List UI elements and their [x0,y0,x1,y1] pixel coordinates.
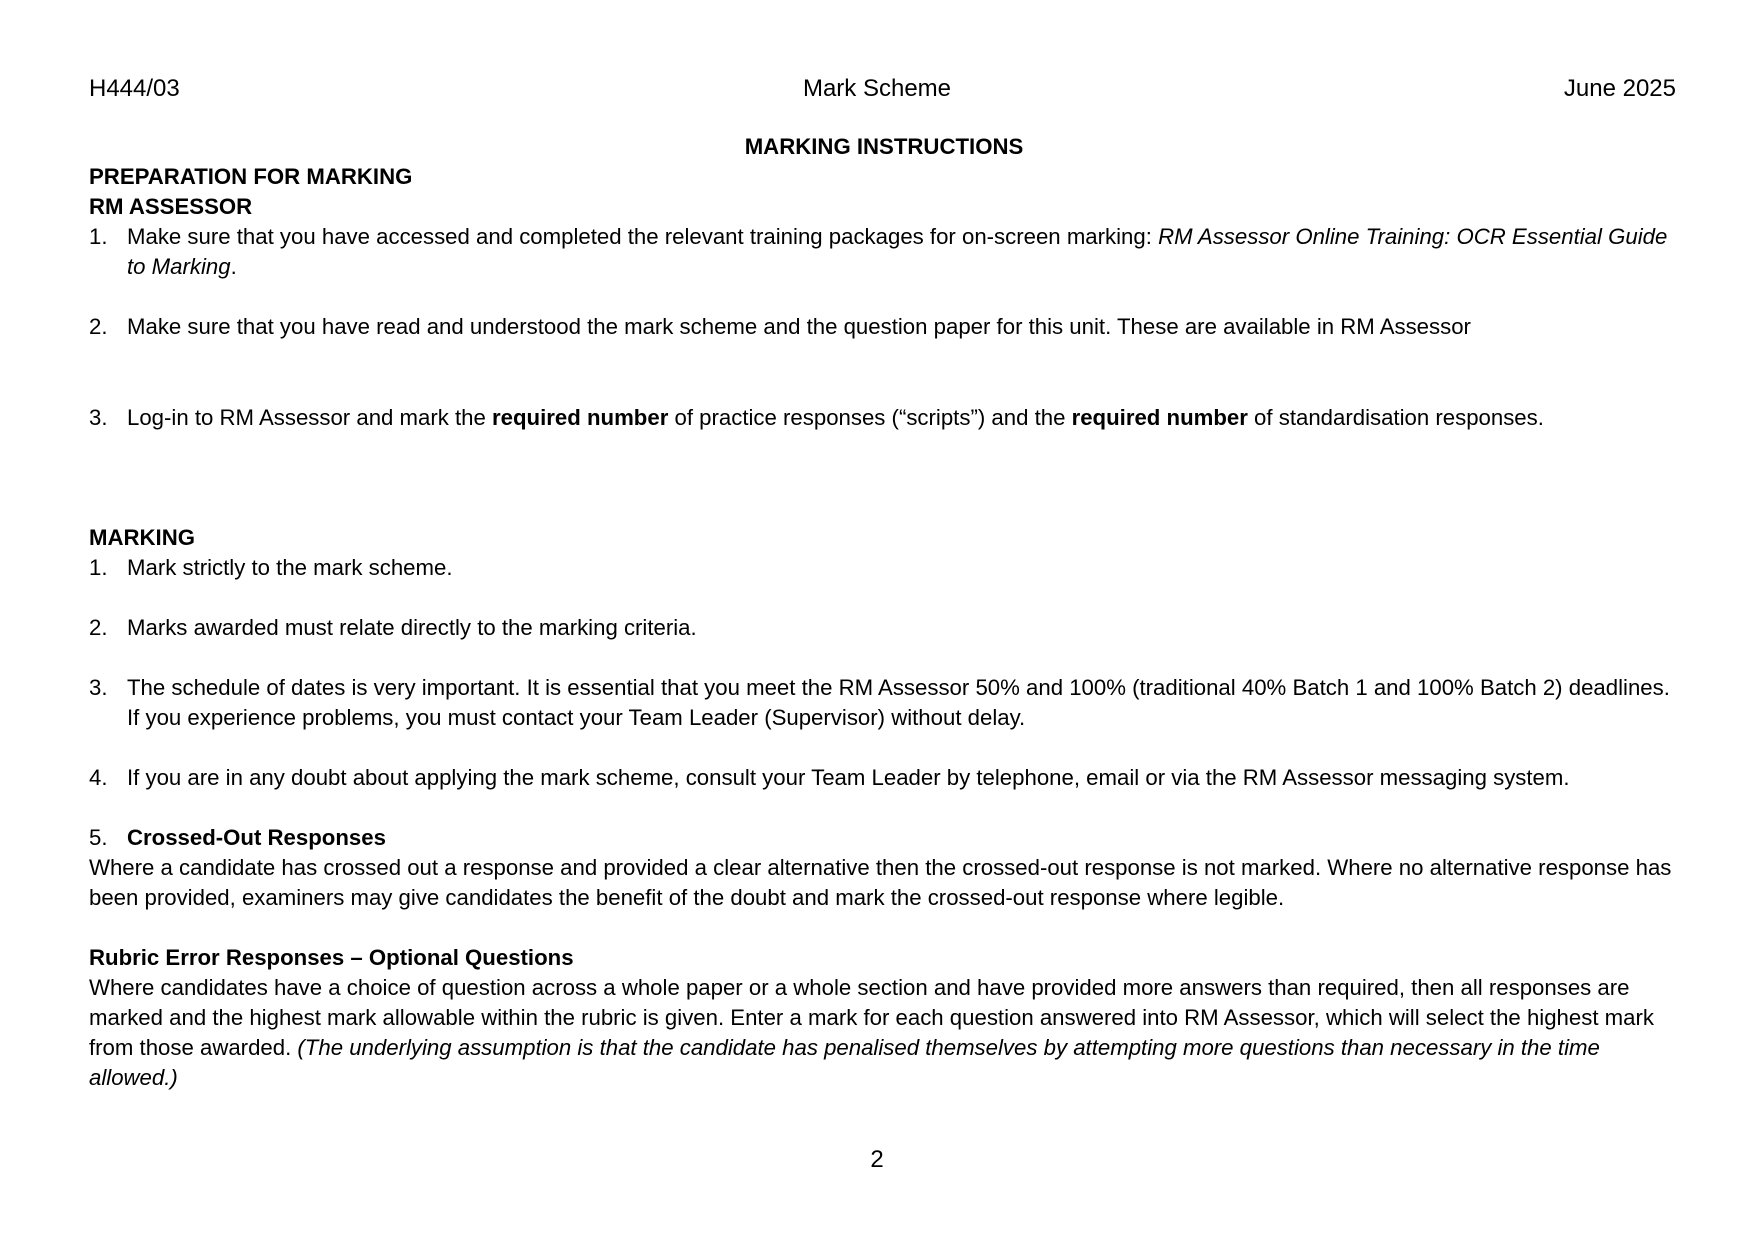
list-number: 5. [89,825,108,850]
page-number: 2 [870,1146,884,1173]
list-number: 1. [89,555,108,580]
header-title: Mark Scheme [802,75,952,102]
rubric-error-heading: Rubric Error Responses – Optional Questions [89,945,574,970]
header-paper-code: H444/03 [89,75,180,102]
required-number-bold: required number [492,405,669,430]
list-number: 3. [89,675,108,700]
prep-item-3-part: Log-in to RM Assessor and mark the [127,405,493,430]
marking-item-3 [89,673,1679,733]
marking-item-2-text: Marks awarded must relate directly to the marking criteria. [127,615,697,640]
marking-instructions-title: MARKING INSTRUCTIONS [744,134,1024,159]
rubric-error-italic-note: (The underlying assumption is that the candidate has penalised themselves by attempting more questions than necessary in the time allowed.) [89,1035,1600,1090]
marking-item-1 [89,553,1679,583]
rubric-error-text: Where candidates have a choice of question across a whole paper or a whole section and have provided more answers than required, then all responses are marked and the highest mark allowable within the rubric is given. Enter a mark for each question answered into RM Assessor, which will select the highest mark from those awarded. [89,975,1654,1060]
list-number: 2. [89,314,108,339]
marking-item-2 [89,613,1679,643]
training-guide-title: RM Assessor Online Training: OCR Essential Guide to Marking [127,224,1668,279]
list-number: 1. [89,224,108,249]
prep-item-1-end: . [230,254,237,279]
preparation-heading: PREPARATION FOR MARKING [89,164,413,189]
header-date: June 2025 [1563,75,1676,102]
marking-item-4-text: If you are in any doubt about applying the mark scheme, consult your Team Leader by telephone, email or via the RM Assessor messaging system. [127,765,1570,790]
prep-item-2 [89,312,1679,342]
rubric-error-paragraph [89,973,1679,1093]
marking-item-1-text: Mark strictly to the mark scheme. [127,555,453,580]
prep-item-3-text [127,403,1679,433]
prep-item-3 [89,403,1679,433]
rm-assessor-subheading: RM ASSESSOR [89,194,253,219]
prep-item-1-plain: Make sure that you have accessed and completed the relevant training packages for on-screen marking: [127,224,1159,249]
document-body [89,132,1679,1093]
list-number: 4. [89,765,108,790]
prep-item-3-part: of practice responses (“scripts”) and the [668,405,1072,430]
prep-item-1 [89,222,1679,282]
required-number-bold: required number [1071,405,1248,430]
prep-item-1-text [127,222,1679,282]
marking-item-4 [89,763,1679,793]
crossed-out-heading: Crossed-Out Responses [127,825,386,850]
list-number: 3. [89,405,108,430]
prep-item-2-text: Make sure that you have read and understood the mark scheme and the question paper for this unit. These are available in RM Assessor [127,314,1471,339]
crossed-out-paragraph: Where a candidate has crossed out a response and provided a clear alternative then the crossed-out response is not marked. Where no alternative response has been provided, examiners may give candidates the benefit of the doubt and mark the crossed-out response where legible. [89,855,1672,910]
marking-heading: MARKING [89,525,195,550]
marking-item-3-text: The schedule of dates is very important. It is essential that you meet the RM Assessor 50% and 100% (traditional 40% Batch 1 and 100% Batch 2) deadlines. If you experience problems, you must contact your Team Leader (Supervisor) without delay. [127,675,1670,730]
prep-item-3-part: of standardisation responses. [1247,405,1544,430]
list-number: 2. [89,615,108,640]
marking-item-5 [89,823,1679,853]
